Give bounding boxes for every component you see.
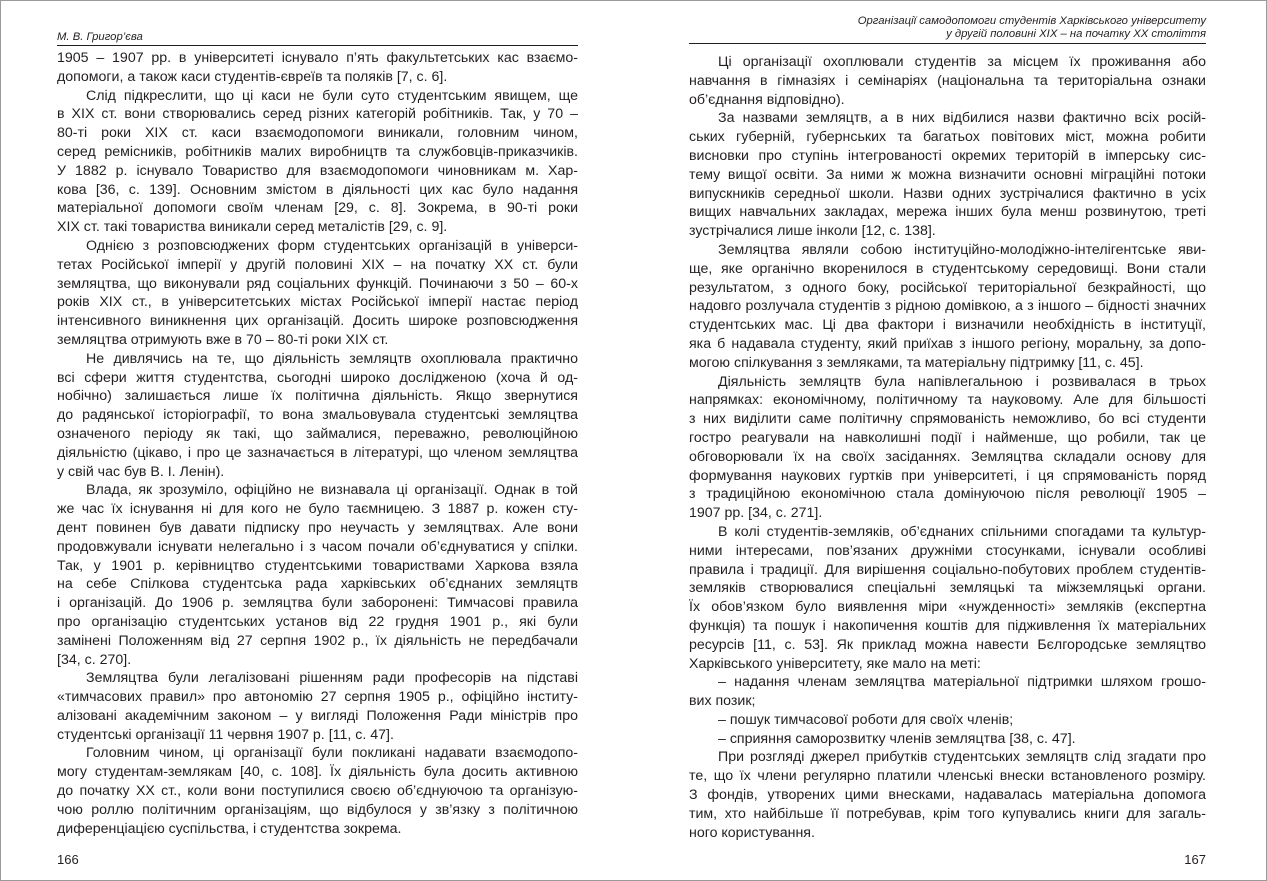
text-line: тетах Російської імперії у другій половині XIX – на початку XX ст. були — [57, 256, 578, 273]
text-line: студентських мас. Ці два фактори і визначили необхідність в інституції, — [689, 317, 1206, 334]
text-line: результатом, з одного боку, російської територіальної безкрайності, що — [689, 279, 1206, 296]
text-line: об’єднання відповідно). — [689, 91, 845, 108]
text-line: Земляцтва були легалізовані рішенням ради професорів на підставі — [86, 670, 578, 687]
running-head-line: у другій половині XIX – на початку XX століття — [946, 27, 1206, 40]
paragraph — [57, 237, 578, 350]
text-line: ще, яке органічно вкоренилося в студентському середовищі. Вони стали — [689, 260, 1206, 277]
text-line: кова [36, с. 139]. Основним змістом в діяльності цих кас було надання — [57, 181, 578, 198]
paragraph — [689, 523, 1206, 673]
text-line: Однією з розповсюджених форм студентських організацій в універси- — [86, 237, 578, 254]
text-line: на себе Спілкова студентська рада харківських об’єднаних земляцтв — [57, 576, 578, 593]
text-line: вищих навчальних закладах, мережа інших була менш розвинутою, треті — [689, 204, 1206, 221]
text-line: означеного періоду як такі, що займалися, переважно, революційною — [57, 425, 578, 442]
running-head-line: Організації самодопомоги студентів Харківського університету — [857, 15, 1206, 27]
header-rule — [689, 43, 1206, 44]
text-line: зустрічалися лише інколи [12, с. 138]. — [689, 223, 936, 240]
text-line: XIX ст. такі товариства виникали серед металістів [29, с. 9]. — [57, 219, 448, 236]
text-line: до радянської історіографії, то вона змальовувала студентські земляцтва — [57, 407, 578, 424]
text-line: Слід підкреслити, що ці каси не були суто студентським явищем, ще — [86, 87, 578, 104]
text-line: чою роллю політичним організаціям, що відбулося у зв’язку з політичною — [57, 801, 578, 818]
text-line: яка б надавала студенту, який приїхав з іншого регіону, моральну, за допо- — [689, 335, 1206, 352]
text-line: Ці організації охоплювали студентів за місцем їх проживання або — [718, 54, 1206, 70]
text-line: в XIX ст. вони створювались серед різних категорій робітників. Так, у 70 – — [57, 106, 578, 123]
page-number: 167 — [1184, 852, 1206, 867]
text-line: гостро реагували на навколишні події і найменше, що робили, так це — [689, 429, 1206, 446]
text-line: випускників середньої школи. Назви одних зустрічалися фактично в усіх — [689, 185, 1206, 202]
text-line: про організацію студентських установ від 22 грудня 1901 р., які були — [57, 613, 578, 630]
text-line: земляцтва отримують вже в 70 – 80-ті роки XIX ст. — [57, 331, 389, 348]
text-line: земляків створювалися спеціальні земляцькі та міжземляцькі органи. — [689, 580, 1206, 597]
paragraph — [689, 748, 1206, 842]
paragraph — [57, 744, 578, 838]
page-number: 166 — [57, 852, 79, 867]
text-line: замінені Положенням від 27 серпня 1902 р., їх діяльність не передбачали — [57, 632, 578, 649]
paragraph — [57, 49, 578, 87]
paragraph — [689, 241, 1206, 373]
body-text — [689, 53, 1206, 842]
text-line: діяльністю (цікаво, і про це зазначається в літературі, що членом земляцтва — [57, 444, 578, 461]
text-line: ними інтересами, пов’язаних дружніми стосунками, існували особливі — [689, 542, 1206, 559]
paragraph — [57, 87, 578, 237]
right-page — [689, 0, 1206, 881]
text-line: нобічно) залишається лише їх політична діяльність. Якщо звернутися — [57, 388, 578, 405]
text-line: диференціацією суспільства, і студентства зокрема. — [57, 820, 402, 837]
text-line: ських губерній, губернських та багатьох повітових міст, можна робити — [689, 129, 1206, 146]
text-line: [34, с. 270]. — [57, 651, 132, 668]
text-line: допомоги, а також каси студентів-євреїв та поляків [7, с. 6]. — [57, 68, 448, 85]
paragraph — [57, 350, 578, 482]
text-line: вих позик; — [689, 693, 756, 710]
text-line: Земляцтва являли собою інституційно-молодіжно-інтелігентське яви- — [718, 241, 1206, 258]
text-line: правила і традиції. Для вирішення соціально-побутових проблем студентів- — [689, 561, 1206, 578]
paragraph — [689, 53, 1206, 109]
paragraph — [689, 109, 1206, 241]
text-line: – пошук тимчасової роботи для своїх членів; — [718, 711, 1014, 728]
text-line: ного користування. — [689, 824, 815, 841]
text-line: Не дивлячись на те, що діяльність земляцтв охоплювала практично — [86, 350, 578, 367]
paragraph — [57, 481, 578, 669]
text-line: Влада, як зрозуміло, офіційно не визнавала ці організації. Однак в той — [86, 482, 578, 499]
text-line: обговорювали їх на своїх засіданнях. Земляцтва складали основу для — [689, 448, 1206, 465]
text-line: формування наукових гуртків при університеті, і ця спрямованість поряд — [689, 467, 1206, 484]
text-line: 1905 – 1907 рр. в університеті існувало п’ять факультетських кас взаємо- — [57, 50, 578, 66]
text-line: інтенсивного виникнення цих організацій. Досить широке розповсюдження — [57, 313, 578, 330]
text-line: функція) та пошук і накопичення коштів для підживлення їх матеріальних — [689, 617, 1206, 634]
text-line: могу студентам-землякам [40, с. 108]. Їх діяльність була досить активною — [57, 764, 578, 781]
text-line: студентські організації 11 червня 1907 р. [11, с. 47]. — [57, 726, 394, 743]
text-line: Діяльність земляцтв була напівлегальною і розвивалася в трьох — [718, 373, 1206, 390]
header-rule — [57, 45, 578, 46]
text-line: матеріальної допомоги своїм членам [29, с. 8]. Зокрема, в 90-ті роки — [57, 200, 578, 217]
body-text — [57, 49, 578, 838]
text-line: 80-ті роки XIX ст. каси взаємодопомоги виникали, головним чином, — [57, 125, 578, 142]
text-line: з них виділити саме політичну спрямованість неможливо, бо всі студенти — [689, 411, 1206, 428]
text-line: років XIX ст., в університетських містах Російської імперії настає період — [57, 294, 578, 311]
text-line: 1907 рр. [34, с. 271]. — [689, 505, 823, 522]
left-page — [57, 0, 578, 881]
text-line: всі сфери життя студентства, сьогодні широко дослідженою (хоча й од- — [57, 369, 578, 386]
paragraph — [689, 730, 1206, 749]
text-line: В колі студентів-земляків, об’єднаних спільними спогадами та культур- — [718, 523, 1206, 540]
text-line: дент повинен був давати підписку про неучасть у земляцтвах. Але вони — [57, 519, 578, 536]
text-line: Так, у 1901 р. керівництво студентськими товариствами Харкова взяла — [57, 557, 578, 574]
text-line: При розгляді джерел прибутків студентських земляцтв слід згадати про — [718, 749, 1206, 766]
paragraph — [689, 711, 1206, 730]
text-line: серед ремісників, робітників малих виробництв та службовців-приказчиків. — [57, 143, 578, 160]
text-line: надовго розлучала студентів з рідною домівкою, а з іншого – бідності значних — [689, 298, 1206, 315]
text-line: За назвами земляцтв, а в них відбилися назви фактично всіх росій- — [718, 110, 1206, 127]
text-line: до початку XX ст., коли вони поступилися своєю об’єднуючою та організую- — [57, 783, 578, 800]
text-line: і організацій. До 1906 р. земляцтва були заборонені: Тимчасові правила — [57, 595, 578, 612]
running-head-title — [689, 15, 1206, 40]
paragraph — [57, 669, 578, 744]
text-line: З фондів, утворених цими внесками, надавалась матеріальна допомога — [689, 787, 1206, 804]
text-line: алізовані академічним законом – у вигляді Положення Ради міністрів про — [57, 707, 578, 724]
text-line: – сприяння саморозвитку членів земляцтва [38, с. 47]. — [718, 730, 1076, 747]
text-line: Їх обов’язком було виявлення міри «нужденності» земляків (експертна — [689, 599, 1206, 616]
text-line: напрямках: економічному, політичному та науковому. Але для більшості — [689, 392, 1206, 409]
text-line: з традиційною економічною стала домінуючою після революції 1905 – — [689, 486, 1206, 503]
text-line: ресурсів [11, с. 53]. Як приклад можна навести Бєлгородське земляцтво — [689, 636, 1206, 653]
text-line: У 1882 р. існувало Товариство для взаємодопомоги чиновникам м. Хар- — [57, 162, 578, 179]
text-line: земляцтва, що виконували ряд соціальних функцій. Починаючи з 50 – 60-х — [57, 275, 578, 292]
text-line: висновки про ступінь інтегрованості окремих територій в імперську сис- — [689, 147, 1206, 164]
text-line: Головним чином, ці організації були покликані надавати взаємодопо- — [86, 745, 578, 762]
text-line: – надання членам земляцтва матеріальної підтримки шляхом грошо- — [718, 674, 1206, 691]
running-head-author: М. В. Григор’єва — [57, 31, 143, 43]
text-line: «тимчасових правил» про автономію 27 серпня 1905 р., офіційно інститу- — [57, 689, 578, 706]
text-line: могою спілкування з земляками, та матеріальну підтримку [11, с. 45]. — [689, 354, 1144, 371]
text-line: Харківського університету, яке мало на меті: — [689, 655, 981, 672]
text-line: тим, хто найбільше її потребував, крім того купувались книги для загаль- — [689, 805, 1206, 822]
paragraph — [689, 673, 1206, 711]
text-line: навчання в гімназіях і семінаріях (національна та територіальна ознаки — [689, 72, 1206, 89]
text-line: продовжували існувати нелегально і з часом почали об’єднуватися у спілки. — [57, 538, 578, 555]
text-line: тему вищої освіти. За ними ж можна визначити основні міграційні потоки — [689, 166, 1206, 183]
text-line: у свій час був В. І. Ленін). — [57, 463, 225, 480]
text-line: же час їх існування ні для кого не було таємницею. З 1887 р. кожен сту- — [57, 501, 578, 518]
paragraph — [689, 373, 1206, 523]
text-line: те, що їх члени регулярно платили членські внески встановленого розміру. — [689, 768, 1206, 785]
